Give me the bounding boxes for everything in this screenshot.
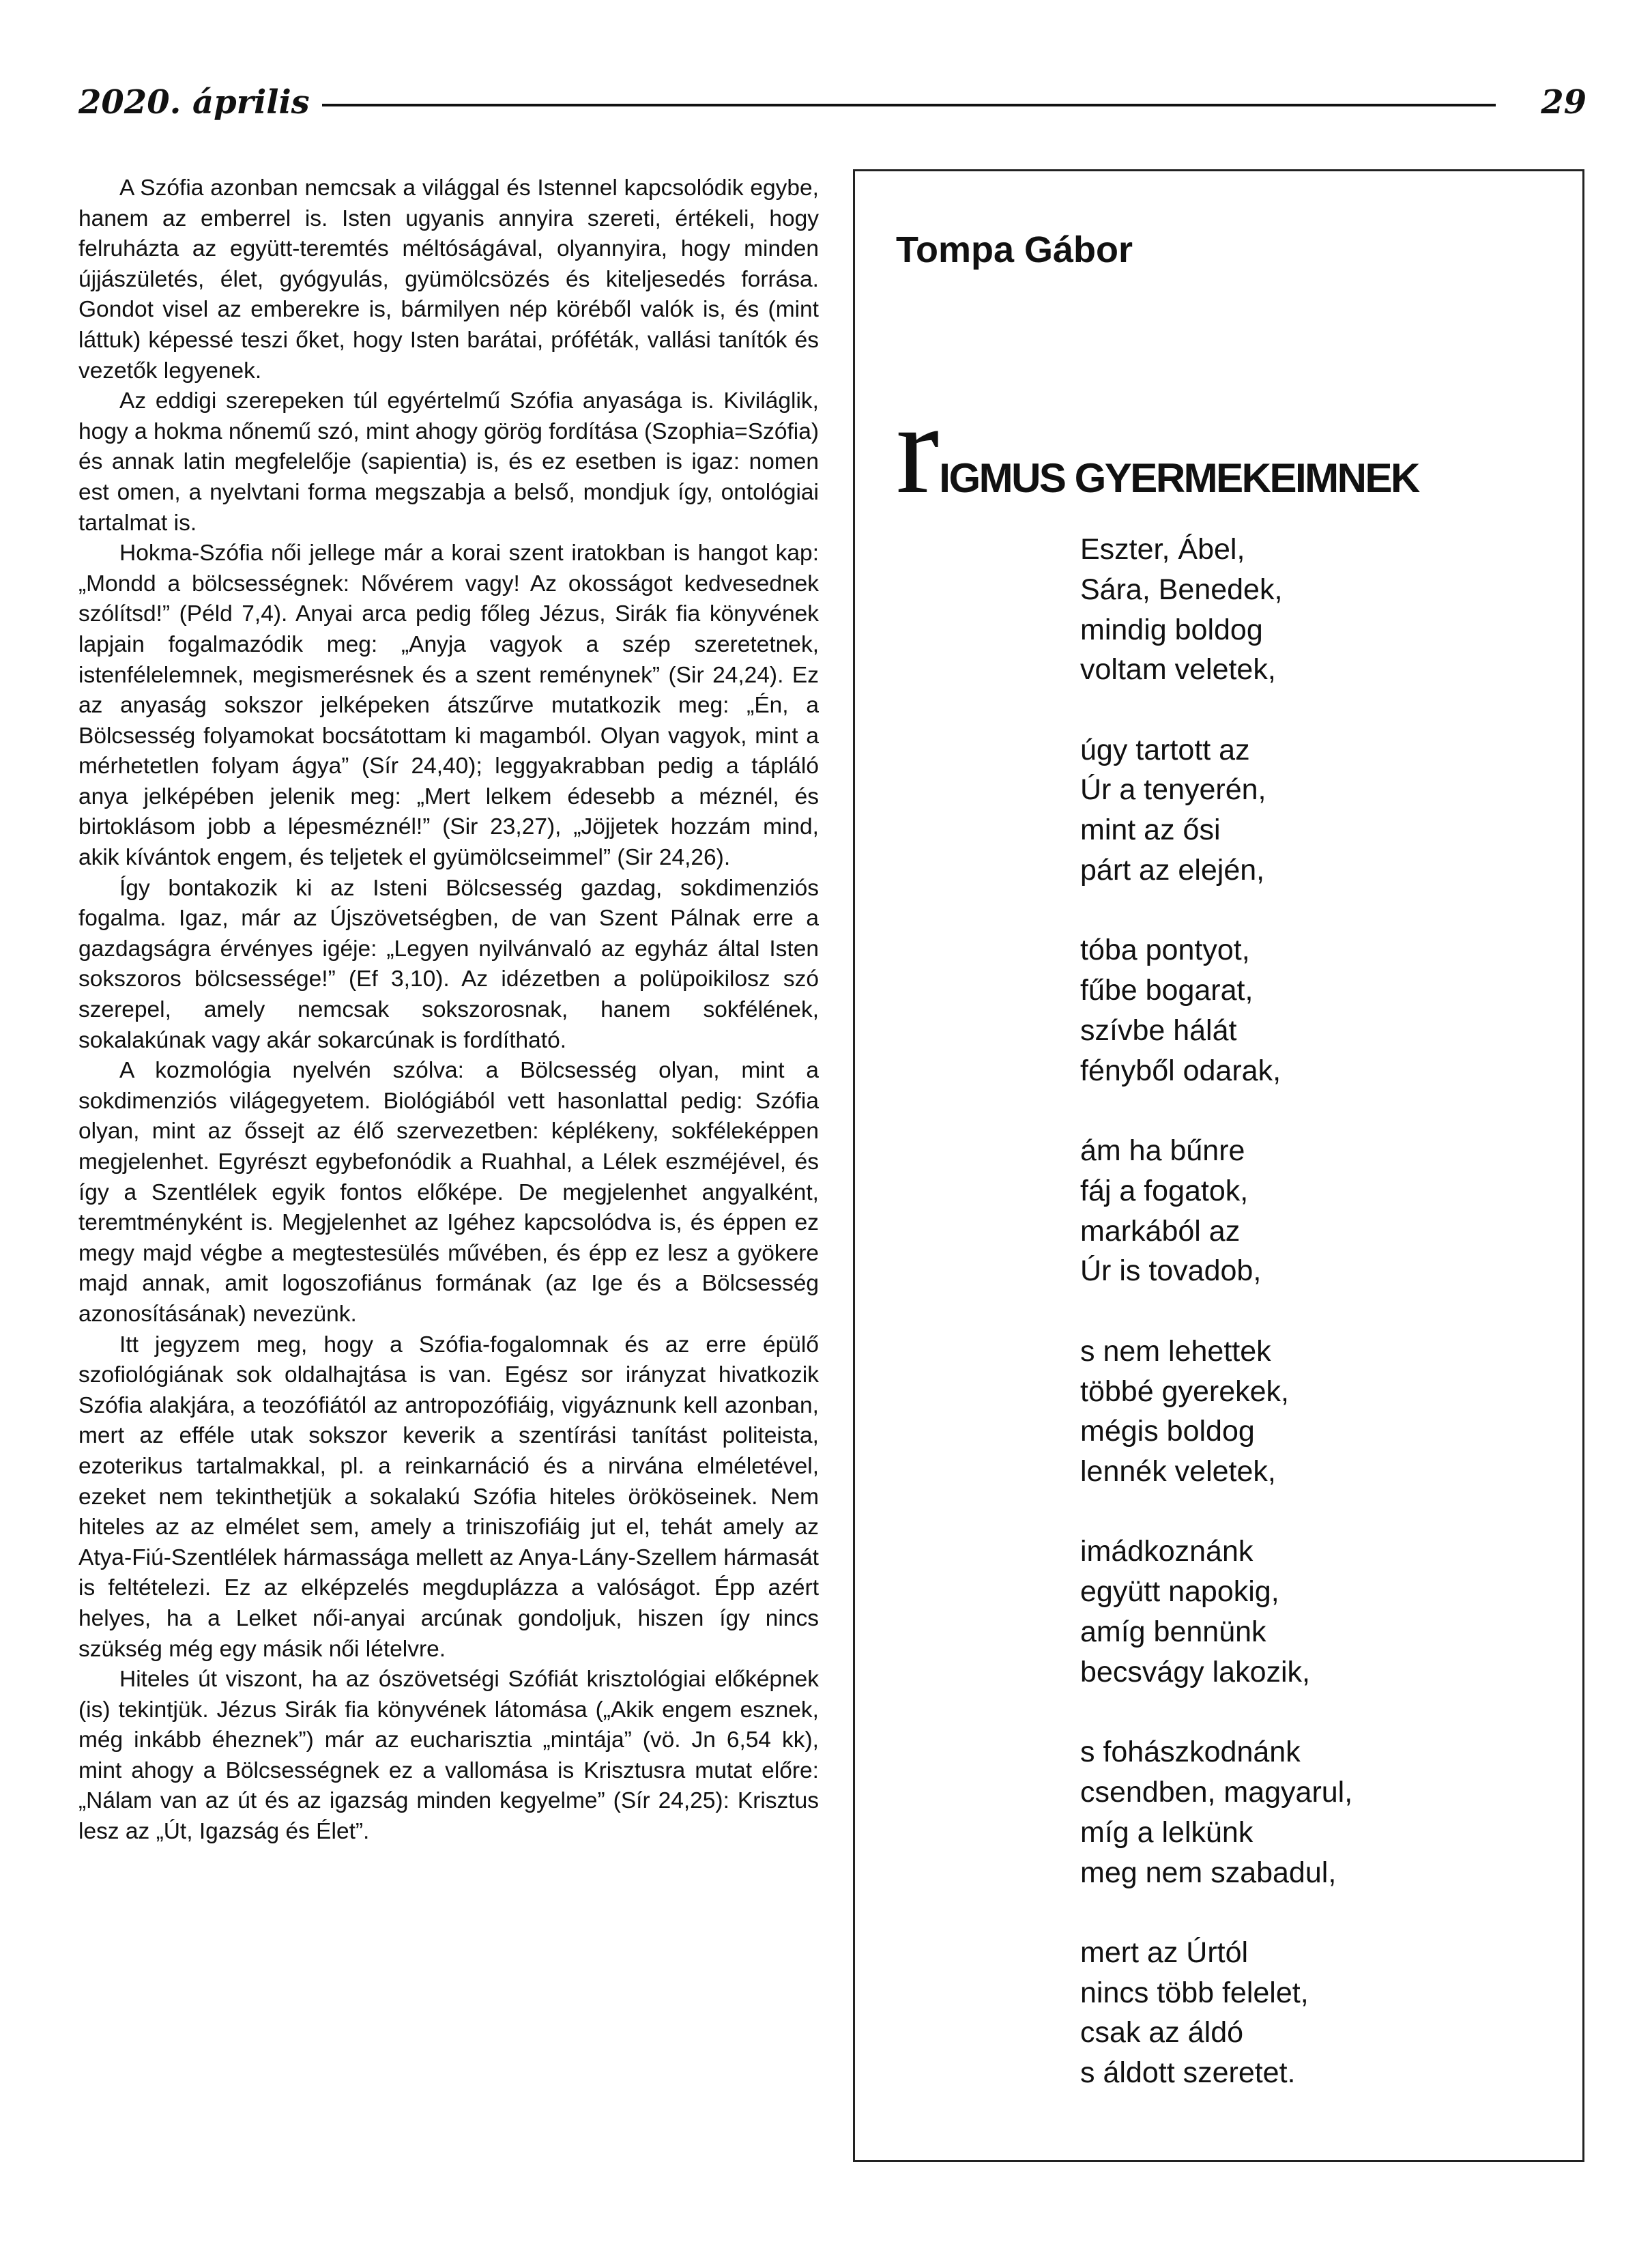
poem-line: s áldott szeretet. — [1080, 2056, 1296, 2090]
poem-line: fáj a fogatok, — [1080, 1174, 1249, 1207]
poem-line: tóba pontyot, — [1080, 934, 1250, 967]
poem-box — [853, 169, 1584, 2162]
poem-line: együtt napokig, — [1080, 1575, 1279, 1609]
poem-line: ám ha bűnre — [1080, 1134, 1245, 1168]
poem-line: Úr a tenyerén, — [1080, 773, 1266, 807]
poem-title-text: IGMUS GYERMEKEIMNEK — [939, 455, 1419, 501]
poem-line: úgy tartott az — [1080, 733, 1250, 766]
poem-stanza — [1080, 530, 1558, 690]
poem-stanza — [1080, 1532, 1558, 1692]
article-column — [78, 173, 819, 1848]
article-paragraph: Így bontakozik ki az Isteni Bölcsesség gazdag, sokdimenziós fogalma. Igaz, már az Újszövetségben, de van Szent Pálnak erre a gazdagságra érvényes igéje: „Legyen nyilvánvaló az egyház által Isten sokszoros bölcsessége!” (Ef 3,10). Az idézetben a polüpoikilosz szó szerepel, amely nemcsak sokszorosnak, hanem sokfélének, sokalakúnak vagy akár sokarcúnak is fordítható. — [78, 875, 819, 1053]
poem-stanza — [1080, 730, 1558, 891]
poem-line: fűbe bogarat, — [1080, 974, 1254, 1007]
poem-author: Tompa Gábor — [896, 229, 1133, 270]
poem-line: mint az ősi — [1080, 814, 1221, 847]
issue-date: 2020. április — [78, 83, 310, 121]
poem-line: Sára, Benedek, — [1080, 573, 1283, 606]
poem-line: s fohászkodnánk — [1080, 1736, 1301, 1769]
poem-line: csendben, magyarul, — [1080, 1775, 1353, 1809]
article-paragraph: Hokma-Szófia női jellege már a korai szent iratokban is hangot kap: „Mondd a bölcsességnek: Nővérem vagy! Az okosságot kedvesednek szólítsd!” (Péld 7,4). Anyai arca pedig főleg Jézus, Sirák fia könyvének lapjain fogalmazódik meg: „Anyja vagyok a szép szeretetnek, istenfélelemnek, megismerésnek és a szent reménynek” (Sir 24,24). Ez az anyaság sokszor jelképeken átszűrve mutatkozik meg: „Én, a Bölcsesség folyamokat bocsátottam ki magamból. Olyan vagyok, mint a mérhetetlen folyam ágya” (Sír 24,40); leggyakrabban pedig a tápláló anya jelképében jelenik meg: „Mert lelkem édesebb a méznél, és birtoklásom jobb a lépesméznél!” (Sir 23,27), „Jöjjetek hozzám mind, akik kívántok engem, és teljetek el gyümölcseimmel” (Sir 24,26). — [78, 541, 819, 871]
poem-title — [896, 377, 1419, 521]
poem-line: mert az Úrtól — [1080, 1936, 1249, 1969]
poem-line: Úr is tovadob, — [1080, 1254, 1262, 1288]
poem-line: párt az elején, — [1080, 854, 1265, 887]
poem-line: Eszter, Ábel, — [1080, 533, 1245, 566]
poem-line: meg nem szabadul, — [1080, 1856, 1337, 1889]
poem-line: többé gyerekek, — [1080, 1375, 1289, 1408]
poem-title-initial: r — [896, 377, 940, 521]
poem-line: mindig boldog — [1080, 613, 1263, 646]
article-paragraph: Hiteles út viszont, ha az ószövetségi Szófiát krisztológiai előképnek (is) tekintjük. Jézus Sirák fia könyvének látomása („Akik engem esznek, még inkább éheznek”) már az eucharisztia „mintája” (vö. Jn 6,54 kk), mint ahogy a Bölcsességnek ez a vallomása is Krisztusra mutat előre: „Nálam van az út és az igazság minden kegyelme” (Sír 24,25): Krisztus lesz az „Út, Igazság és Élet”. — [78, 1667, 819, 1845]
article-paragraph: A kozmológia nyelvén szólva: a Bölcsesség olyan, mint a sokdimenziós világegyetem. Biológiából vett hasonlattal pedig: Szófia olyan, mint az őssejt az élő szervezetben: képlékeny, sokféleképpen megjelenhet. Egyrészt egybefonódik a Ruahhal, a Lélek eszméjével, és így a Szentlélek egyik fontos előképe. De megjelenhet angyalként, teremtményként is. Megjelenhet az Igéhez kapcsolódva is, és éppen ez megy majd végbe a megtestesülés művében, és épp ez lesz a gyökere majd annak, amit logoszofiánus formának (az Ige és a Bölcsesség azonosításának) nevezünk. — [78, 1058, 819, 1327]
poem-line: lennék veletek, — [1080, 1455, 1276, 1489]
header-rule — [322, 104, 1496, 106]
poem-stanza — [1080, 1131, 1558, 1291]
poem-line: mégis boldog — [1080, 1415, 1255, 1448]
poem-line: szívbe hálát — [1080, 1014, 1237, 1047]
poem-line: s nem lehettek — [1080, 1334, 1271, 1368]
poem-line: amíg bennünk — [1080, 1615, 1266, 1649]
page-number: 29 — [1541, 83, 1586, 121]
poem-stanza — [1080, 1933, 1558, 2093]
article-paragraph: Itt jegyzem meg, hogy a Szófia-fogalomnak és az erre épülő szofiológiának sok oldalhajtása is van. Egész sor irányzat hivatkozik Szófia alakjára, a teozófiától az antropozófiáig, vigyáznunk kell azonban, mert az efféle utak sokszor keverik a szentírási tanítást politeista, ezoterikus tartalmakkal, pl. a reinkarnáció és a nirvána elméletével, ezeket nem tekinthetjük a sokalakú Szófia hiteles örököseinek. Nem hiteles az az elmélet sem, amely a triniszofiáig jut el, tehát amely az Atya-Fiú-Szentlélek hármassága mellett az Anya-Lány-Szellem hármasát is feltételezi. Ez az elképzelés megduplázza a valóságot. Épp azért helyes, ha a Lelket női-anyai arcúnak gondoljuk, hiszen így nincs szükség még egy másik női lételvre. — [78, 1332, 819, 1662]
poem-line: becsvágy lakozik, — [1080, 1655, 1310, 1688]
poem-line: markából az — [1080, 1214, 1241, 1248]
poem-stanza — [1080, 1732, 1558, 1893]
page-header — [78, 75, 1586, 130]
poem-line: nincs több felelet, — [1080, 1976, 1309, 2009]
article-paragraph: A Szófia azonban nemcsak a világgal és Istennel kapcsolódik egybe, hanem az emberrel is. Isten ugyanis annyira szereti, értékeli, hogy felruházta az együtt-teremtés méltóságával, olyannyira, hogy minden újjászületés, élet, gyógyulás, gyümölcsözés és kiteljesedés forrása. Gondot visel az emberekre is, bármilyen nép köréből valók is, és (mint láttuk) képessé teszi őket, hogy Isten barátai, próféták, vallási tanítók és vezetők legyenek. — [78, 175, 819, 384]
poem-line: míg a lelkünk — [1080, 1815, 1254, 1849]
poem-stanza — [1080, 1332, 1558, 1492]
poem-stanza — [1080, 930, 1558, 1091]
article-paragraph: Az eddigi szerepeken túl egyértelmű Szófia anyasága is. Kiviláglik, hogy a hokma nőnemű szó, mint ahogy görög fordítása (Szophia=Szófia) és annak latin megfelelője (sapientia) is, és ez esetben is igaz: nomen est omen, a nyelvtani forma megszabja a belső, mondjuk így, ontológiai tartalmat is. — [78, 388, 819, 536]
poem-line: csak az áldó — [1080, 2016, 1244, 2050]
poem-line: fényből odarak, — [1080, 1054, 1281, 1087]
poem-line: imádkoznánk — [1080, 1535, 1254, 1568]
poem-body — [1080, 530, 1558, 2133]
poem-line: voltam veletek, — [1080, 653, 1276, 687]
